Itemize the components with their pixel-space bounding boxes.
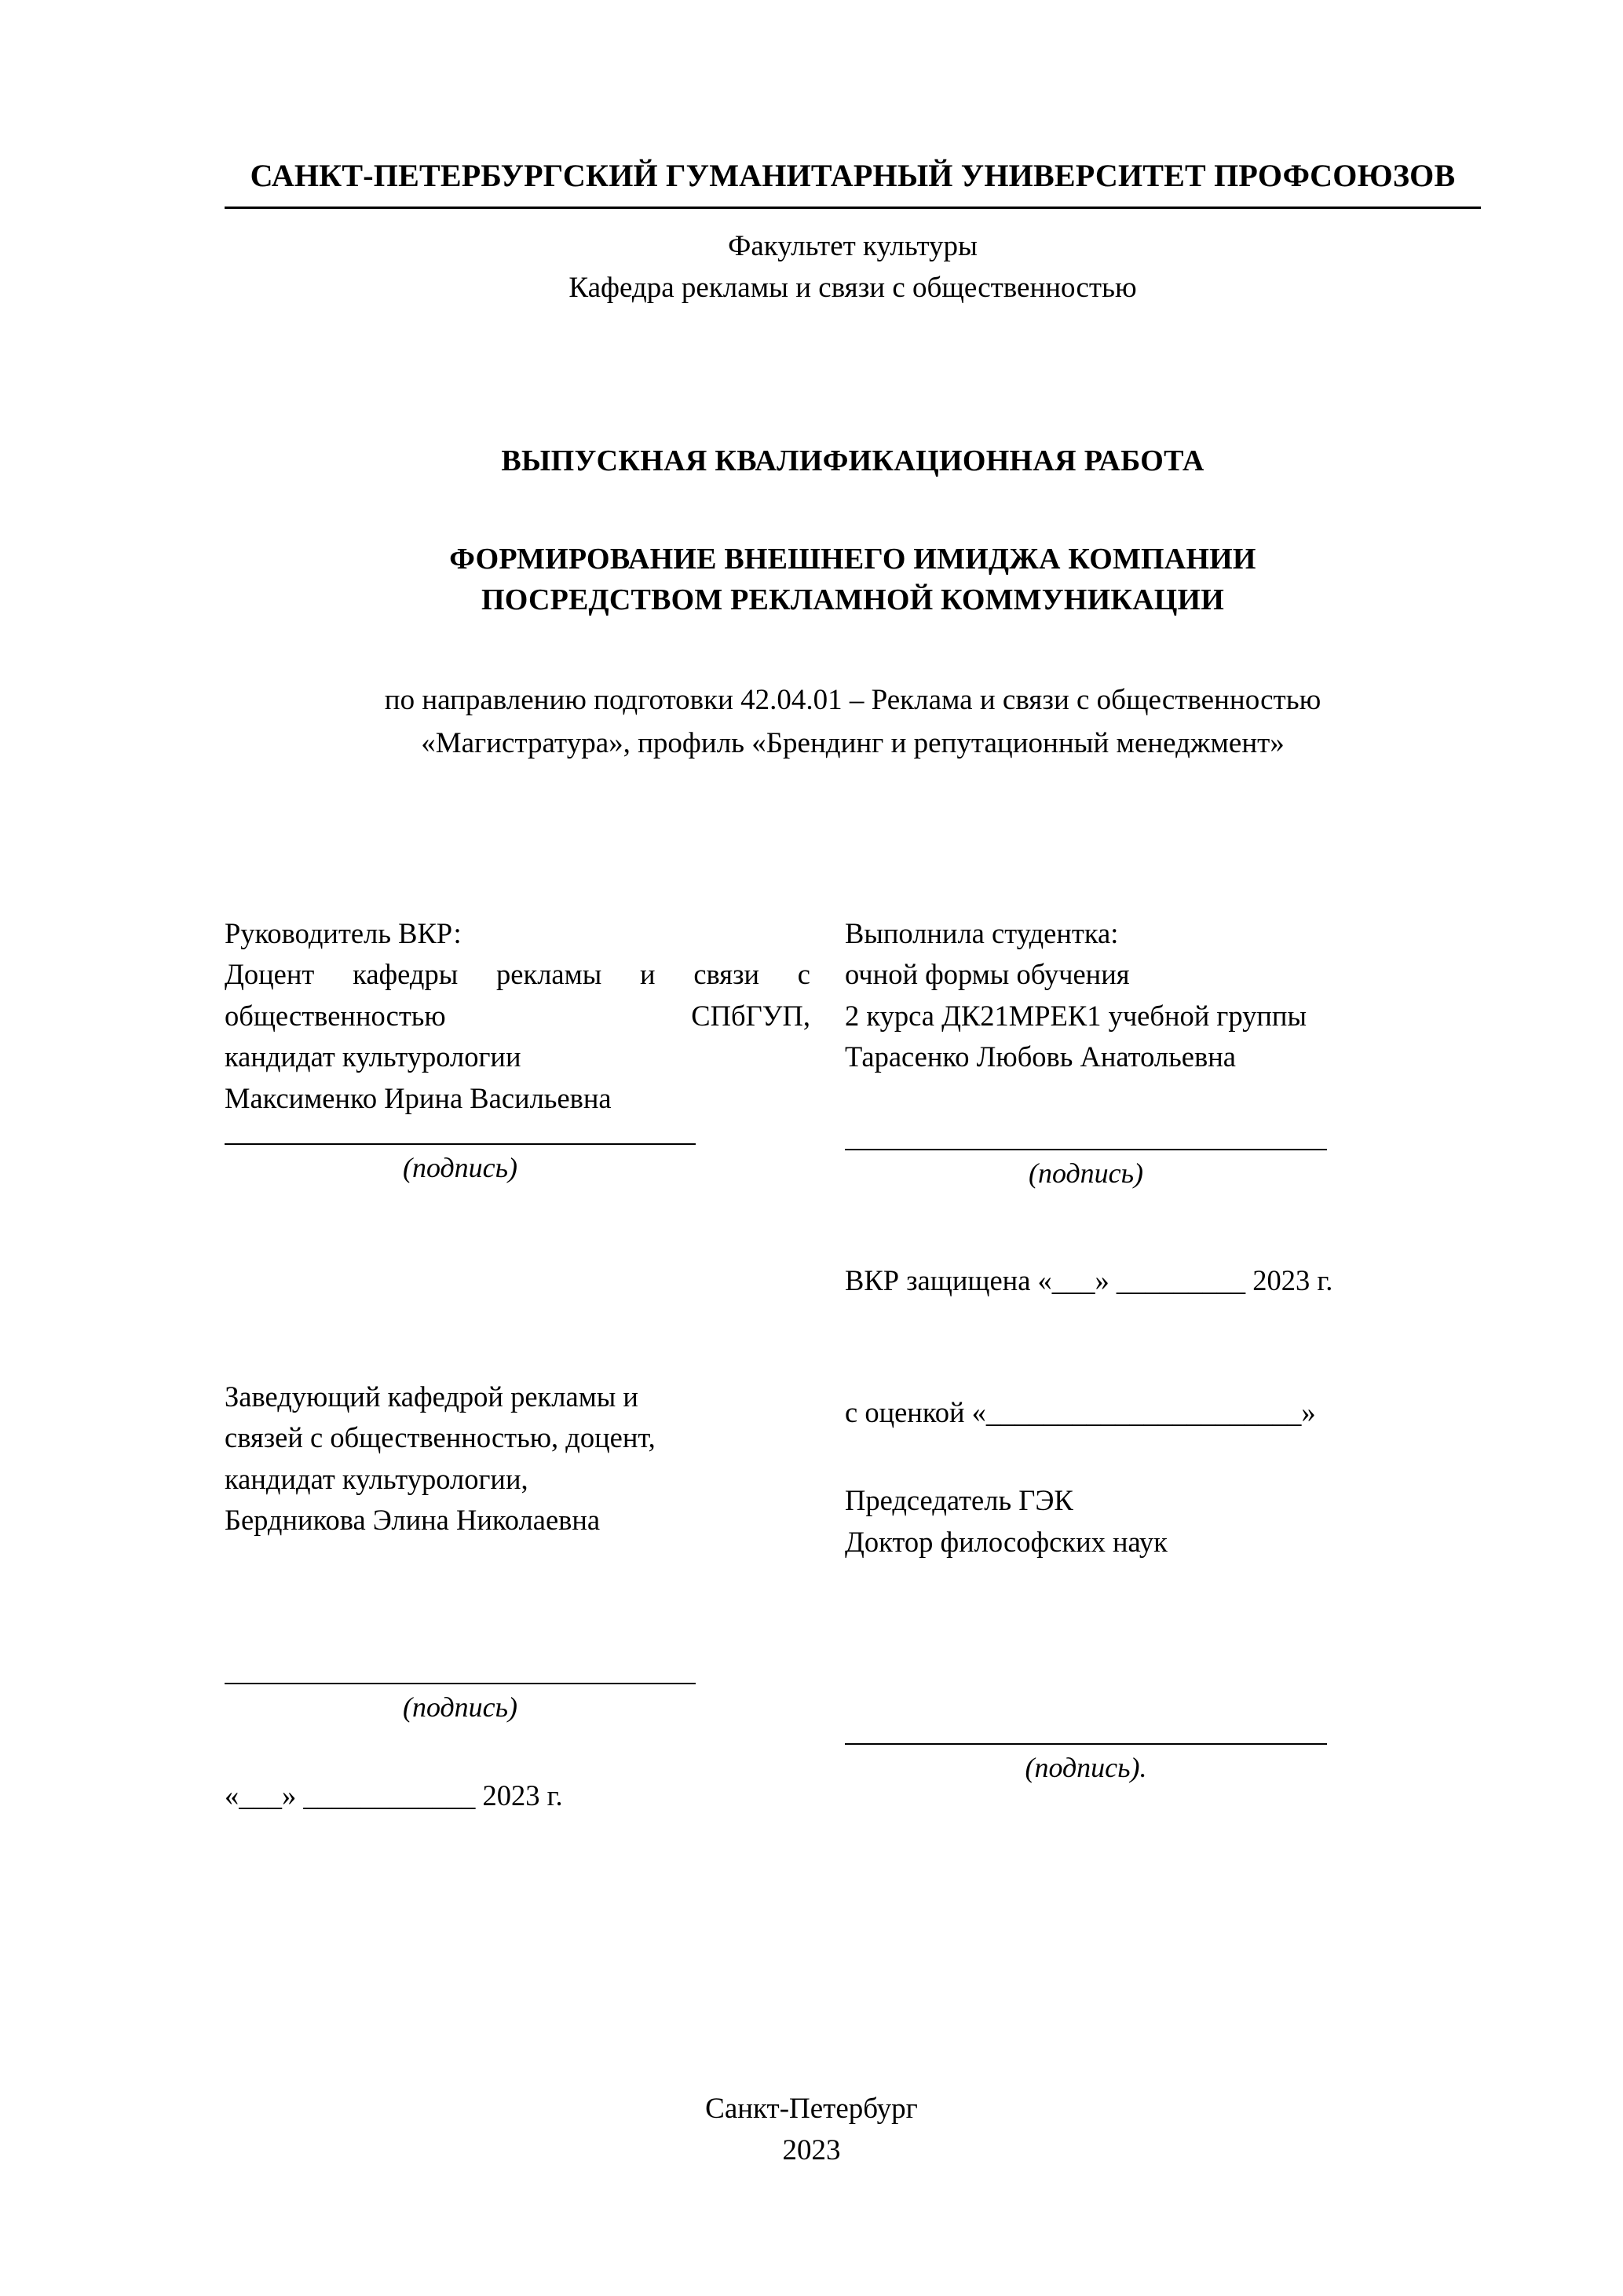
university-name: САНКТ-ПЕТЕРБУРГСКИЙ ГУМАНИТАРНЫЙ УНИВЕРСИТЕТ ПРОФСОЮЗОВ	[250, 158, 1456, 193]
defense-date-line: ВКР защищена «___» _________ 2023 г.	[845, 1264, 1333, 1297]
footer-year: 2023	[782, 2133, 841, 2166]
head-line-1: Заведующий кафедрой рекламы и	[225, 1380, 638, 1413]
faculty-name: Факультет культуры	[728, 230, 978, 263]
chair-title: Председатель ГЭК	[845, 1484, 1073, 1517]
student-column	[845, 913, 1446, 1812]
chair-degree: Доктор философских наук	[845, 1525, 1168, 1558]
head-signature-line	[225, 1683, 696, 1684]
head-name: Бердникова Элина Николаевна	[225, 1504, 601, 1537]
direction-line-1: по направлению подготовки 42.04.01 – Реклама и связи с общественностью	[384, 683, 1321, 716]
document-footer	[0, 2089, 1623, 2171]
head-signature-caption: (подпись)	[402, 1691, 518, 1723]
student-line-1: очной формы обучения	[845, 958, 1130, 991]
head-date-line: «___» ____________ 2023 г.	[225, 1779, 563, 1812]
chair-signature-caption: (подпись).	[1025, 1752, 1147, 1784]
student-line-2: 2 курса ДК21МРЕК1 учебной группы	[845, 999, 1307, 1032]
head-line-2: связей с общественностью, доцент,	[225, 1421, 656, 1454]
defense-grade-line: с оценкой «______________________»	[845, 1395, 1316, 1428]
document-content	[225, 0, 1481, 1812]
supervisor-name: Максименко Ирина Васильевна	[225, 1082, 612, 1115]
department-name: Кафедра рекламы и связи с общественностью	[568, 271, 1137, 304]
supervisor-line-3: кандидат культурологии	[225, 1040, 521, 1073]
supervisor-signature-caption: (подпись)	[402, 1151, 518, 1183]
student-signature-caption: (подпись)	[1028, 1157, 1144, 1190]
faculty-block	[225, 226, 1481, 309]
supervisor-signature-line	[225, 1143, 696, 1145]
chair-signature-line	[845, 1743, 1327, 1745]
supervisor-role: Руководитель ВКР:	[225, 916, 462, 949]
head-line-3: кандидат культурологии,	[225, 1462, 528, 1495]
header-divider	[225, 207, 1481, 209]
work-title	[225, 539, 1481, 620]
supervisor-line-2: общественностью СПбГУП,	[225, 999, 810, 1032]
signature-columns	[225, 913, 1481, 1812]
footer-city: Санкт-Петербург	[705, 2093, 918, 2125]
work-title-line-2: ПОСРЕДСТВОМ РЕКЛАМНОЙ КОММУНИКАЦИИ	[481, 583, 1225, 616]
student-role: Выполнила студентка:	[845, 916, 1119, 949]
supervisor-column	[225, 913, 845, 1812]
student-signature-line	[845, 1149, 1327, 1150]
work-title-line-1: ФОРМИРОВАНИЕ ВНЕШНЕГО ИМИДЖА КОМПАНИИ	[449, 543, 1256, 576]
work-type: ВЫПУСКНАЯ КВАЛИФИКАЦИОННАЯ РАБОТА	[501, 444, 1204, 478]
direction-line-2: «Магистратура», профиль «Брендинг и репутационный менеджмент»	[421, 727, 1285, 760]
student-name: Тарасенко Любовь Анатольевна	[845, 1040, 1236, 1073]
supervisor-line-1: Доцент кафедры рекламы и связи с	[225, 958, 810, 991]
direction-block	[225, 678, 1481, 766]
